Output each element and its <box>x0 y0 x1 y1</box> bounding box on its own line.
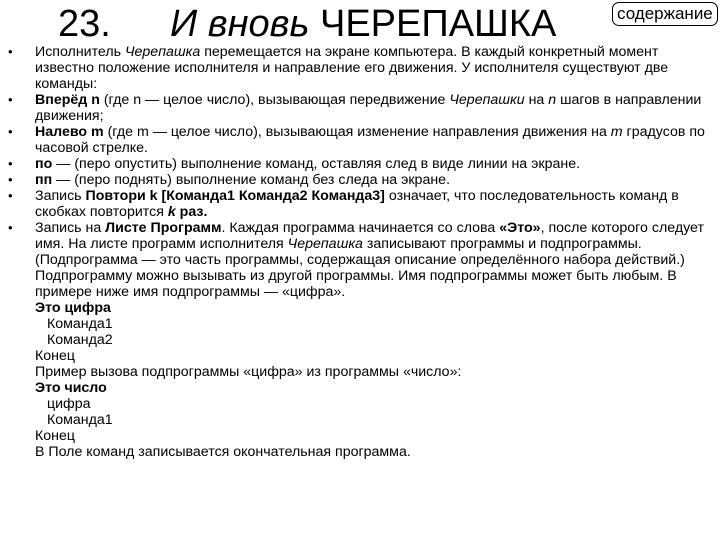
text: , после которого следует имя. На листе программ исполнителя <box>35 220 704 252</box>
text-times: раз. <box>179 204 208 220</box>
title-italic-part: И вновь <box>170 3 310 45</box>
command-pen-down: по <box>35 156 53 172</box>
code-line: Конец <box>35 348 76 364</box>
example-intro: Пример вызова подпрограммы «цифра» из программы «число»: <box>35 364 462 380</box>
keyword-this: «Это» <box>499 220 541 236</box>
text: — (перо опустить) выполнение команд, оставляя след в виде линии на экране. <box>52 156 581 172</box>
text: Запись <box>35 188 86 204</box>
variable-m: m <box>610 124 623 140</box>
code-line: Это цифра <box>35 300 111 316</box>
variable-n: n <box>548 92 557 108</box>
text: градусов по часовой стрелке. <box>35 124 705 156</box>
code-line: цифра <box>47 396 91 412</box>
example1-cmd1 <box>35 316 705 332</box>
code-line: Конец <box>35 428 76 444</box>
command-pen-up: пп <box>35 172 53 188</box>
text: (где m — целое число), вызывающая изменение направления движения на <box>103 124 611 140</box>
code-line: Это число <box>35 380 107 396</box>
turtle-name: Черепашка <box>124 44 201 60</box>
example1-header <box>35 300 705 316</box>
code-line: Команда2 <box>47 332 113 348</box>
slide-content <box>35 44 705 460</box>
example2-header <box>35 380 705 396</box>
command-repeat: Повтори k [Команда1 Команда2 Команда3] <box>85 188 385 204</box>
text: на <box>524 92 549 108</box>
bullet-repeat <box>35 188 705 220</box>
bullet-pen-up <box>35 172 705 188</box>
example2-end <box>35 428 705 444</box>
text: Исполнитель <box>35 44 125 60</box>
text: перемещается на экране компьютера. В каждый конкретный момент известно положение исполнителя и направление его движения. У исполнителя существуют две команды: <box>35 44 669 92</box>
turtle-name: Черепашка <box>287 236 363 252</box>
slide-title <box>170 4 556 44</box>
final-note: В Поле команд записывается окончательная программа. <box>35 444 411 460</box>
command-forward: Вперёд n <box>35 92 100 108</box>
bullet-intro <box>35 44 705 92</box>
turtle-name: Черепашки <box>449 92 525 108</box>
variable-k: k <box>167 204 176 220</box>
text: означает, что последовательность команд в скобках повторится <box>35 188 679 220</box>
text: записывают программы и подпрограммы. (Подпрограмма — это часть программы, содержащая описание определённого набора действий.) Подпрограмму можно вызывать из другой программы. Имя подпрограммы может быть любым. В примере ниже имя подпрограммы — «цифра». <box>35 236 685 300</box>
bullet-program-sheet <box>35 220 705 300</box>
example2-call <box>35 396 705 412</box>
bullet-left-command <box>35 124 705 156</box>
bullet-pen-down <box>35 156 705 172</box>
code-line: Команда1 <box>47 412 113 428</box>
text: . Каждая программа начинается со слова <box>221 220 500 236</box>
title-main-part: ЧЕРЕПАШКА <box>309 3 557 45</box>
example1-cmd2 <box>35 332 705 348</box>
text: Запись на <box>35 220 106 236</box>
contents-button[interactable]: содержание <box>612 2 718 26</box>
code-line: Команда1 <box>47 316 113 332</box>
command-left: Налево m <box>35 124 104 140</box>
text: — (перо поднять) выполнение команд без следа на экране. <box>52 172 451 188</box>
slide-number: 23. <box>58 3 111 45</box>
bullet-forward-command <box>35 92 705 124</box>
text: (где n — целое число), вызывающая передвижение <box>99 92 450 108</box>
example1-end <box>35 348 705 364</box>
program-sheet-term: Листе Программ <box>105 220 222 236</box>
example2-cmd1 <box>35 412 705 428</box>
text: шагов в направлении движения; <box>35 92 702 124</box>
